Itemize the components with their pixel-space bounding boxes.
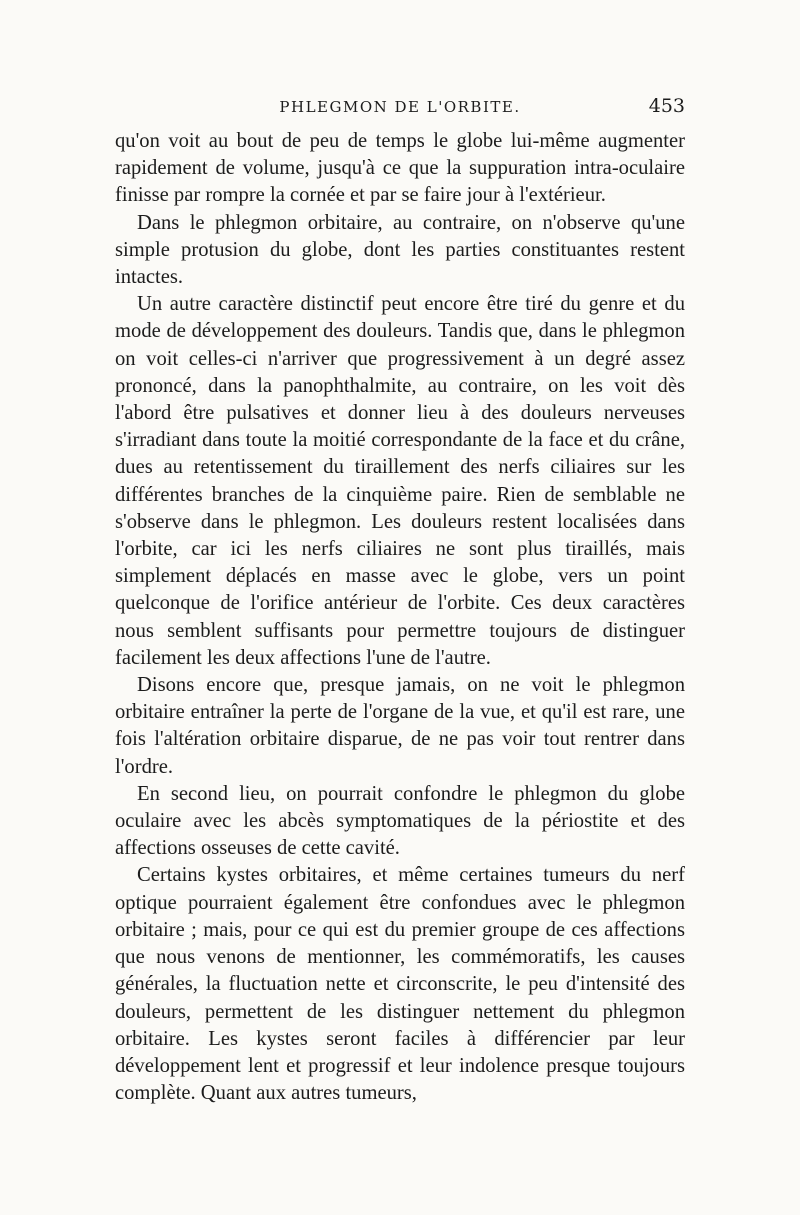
paragraph: En second lieu, on pourrait confondre le phlegmon du globe oculaire avec les abcès symptomatiques de la périostite et des affections osseuses de cette cavité. — [115, 782, 685, 860]
page-header — [115, 95, 685, 128]
paragraph: qu'on voit au bout de peu de temps le globe lui-même augmenter rapidement de volume, jusqu'à ce que la suppuration intra-oculaire finisse par rompre la cornée et par se faire jour à l'extérieur. — [115, 130, 685, 207]
body-text — [115, 128, 685, 1107]
paragraph: Dans le phlegmon orbitaire, au contraire, on n'observe qu'une simple protusion du globe, dont les parties constituantes restent intactes. — [115, 211, 685, 289]
page-number: 453 — [648, 95, 685, 117]
paragraph: Disons encore que, presque jamais, on ne voit le phlegmon orbitaire entraîner la perte de l'organe de la vue, et qu'il est rare, une fois l'altération orbitaire disparue, de ne pas voir tout rentrer dans l'ordre. — [115, 674, 685, 778]
paragraph: Certains kystes orbitaires, et même certaines tumeurs du nerf optique pourraient également être confondues avec le phlegmon orbitaire ; mais, pour ce qui est du premier groupe de ces affections que nous venons de mentionner, les commémoratifs, les causes générales, la fluctuation nette et circonscrite, le peu d'intensité des douleurs, permettent de les distinguer nettement du phlegmon orbitaire. Les kystes seront faciles à différencier par leur développement lent et progressif et leur indolence presque toujours complète. Quant aux autres tumeurs, — [115, 864, 685, 1105]
running-title: PHLEGMON DE L'ORBITE. — [279, 98, 521, 116]
paragraph: Un autre caractère distinctif peut encore être tiré du genre et du mode de développement des douleurs. Tandis que, dans le phlegmon on voit celles-ci n'arriver que progressivement à un degré assez prononcé, dans la panophthalmite, au contraire, on les voit dès l'abord être pulsatives et donner lieu à des douleurs nerveuses s'irradiant dans toute la moitié correspondante de la face et du crâne, dues au retentissement du tiraillement des nerfs ciliaires sur les différentes branches de la cinquième paire. Rien de semblable ne s'observe dans le phlegmon. Les douleurs restent localisées dans l'orbite, car ici les nerfs ciliaires ne sont plus tiraillés, mais simplement déplacés en masse avec le globe, vers un point quelconque de l'orifice antérieur de l'orbite. Ces deux caractères nous semblent suffisants pour permettre toujours de distinguer facilement les deux affections l'une de l'autre. — [115, 293, 685, 669]
